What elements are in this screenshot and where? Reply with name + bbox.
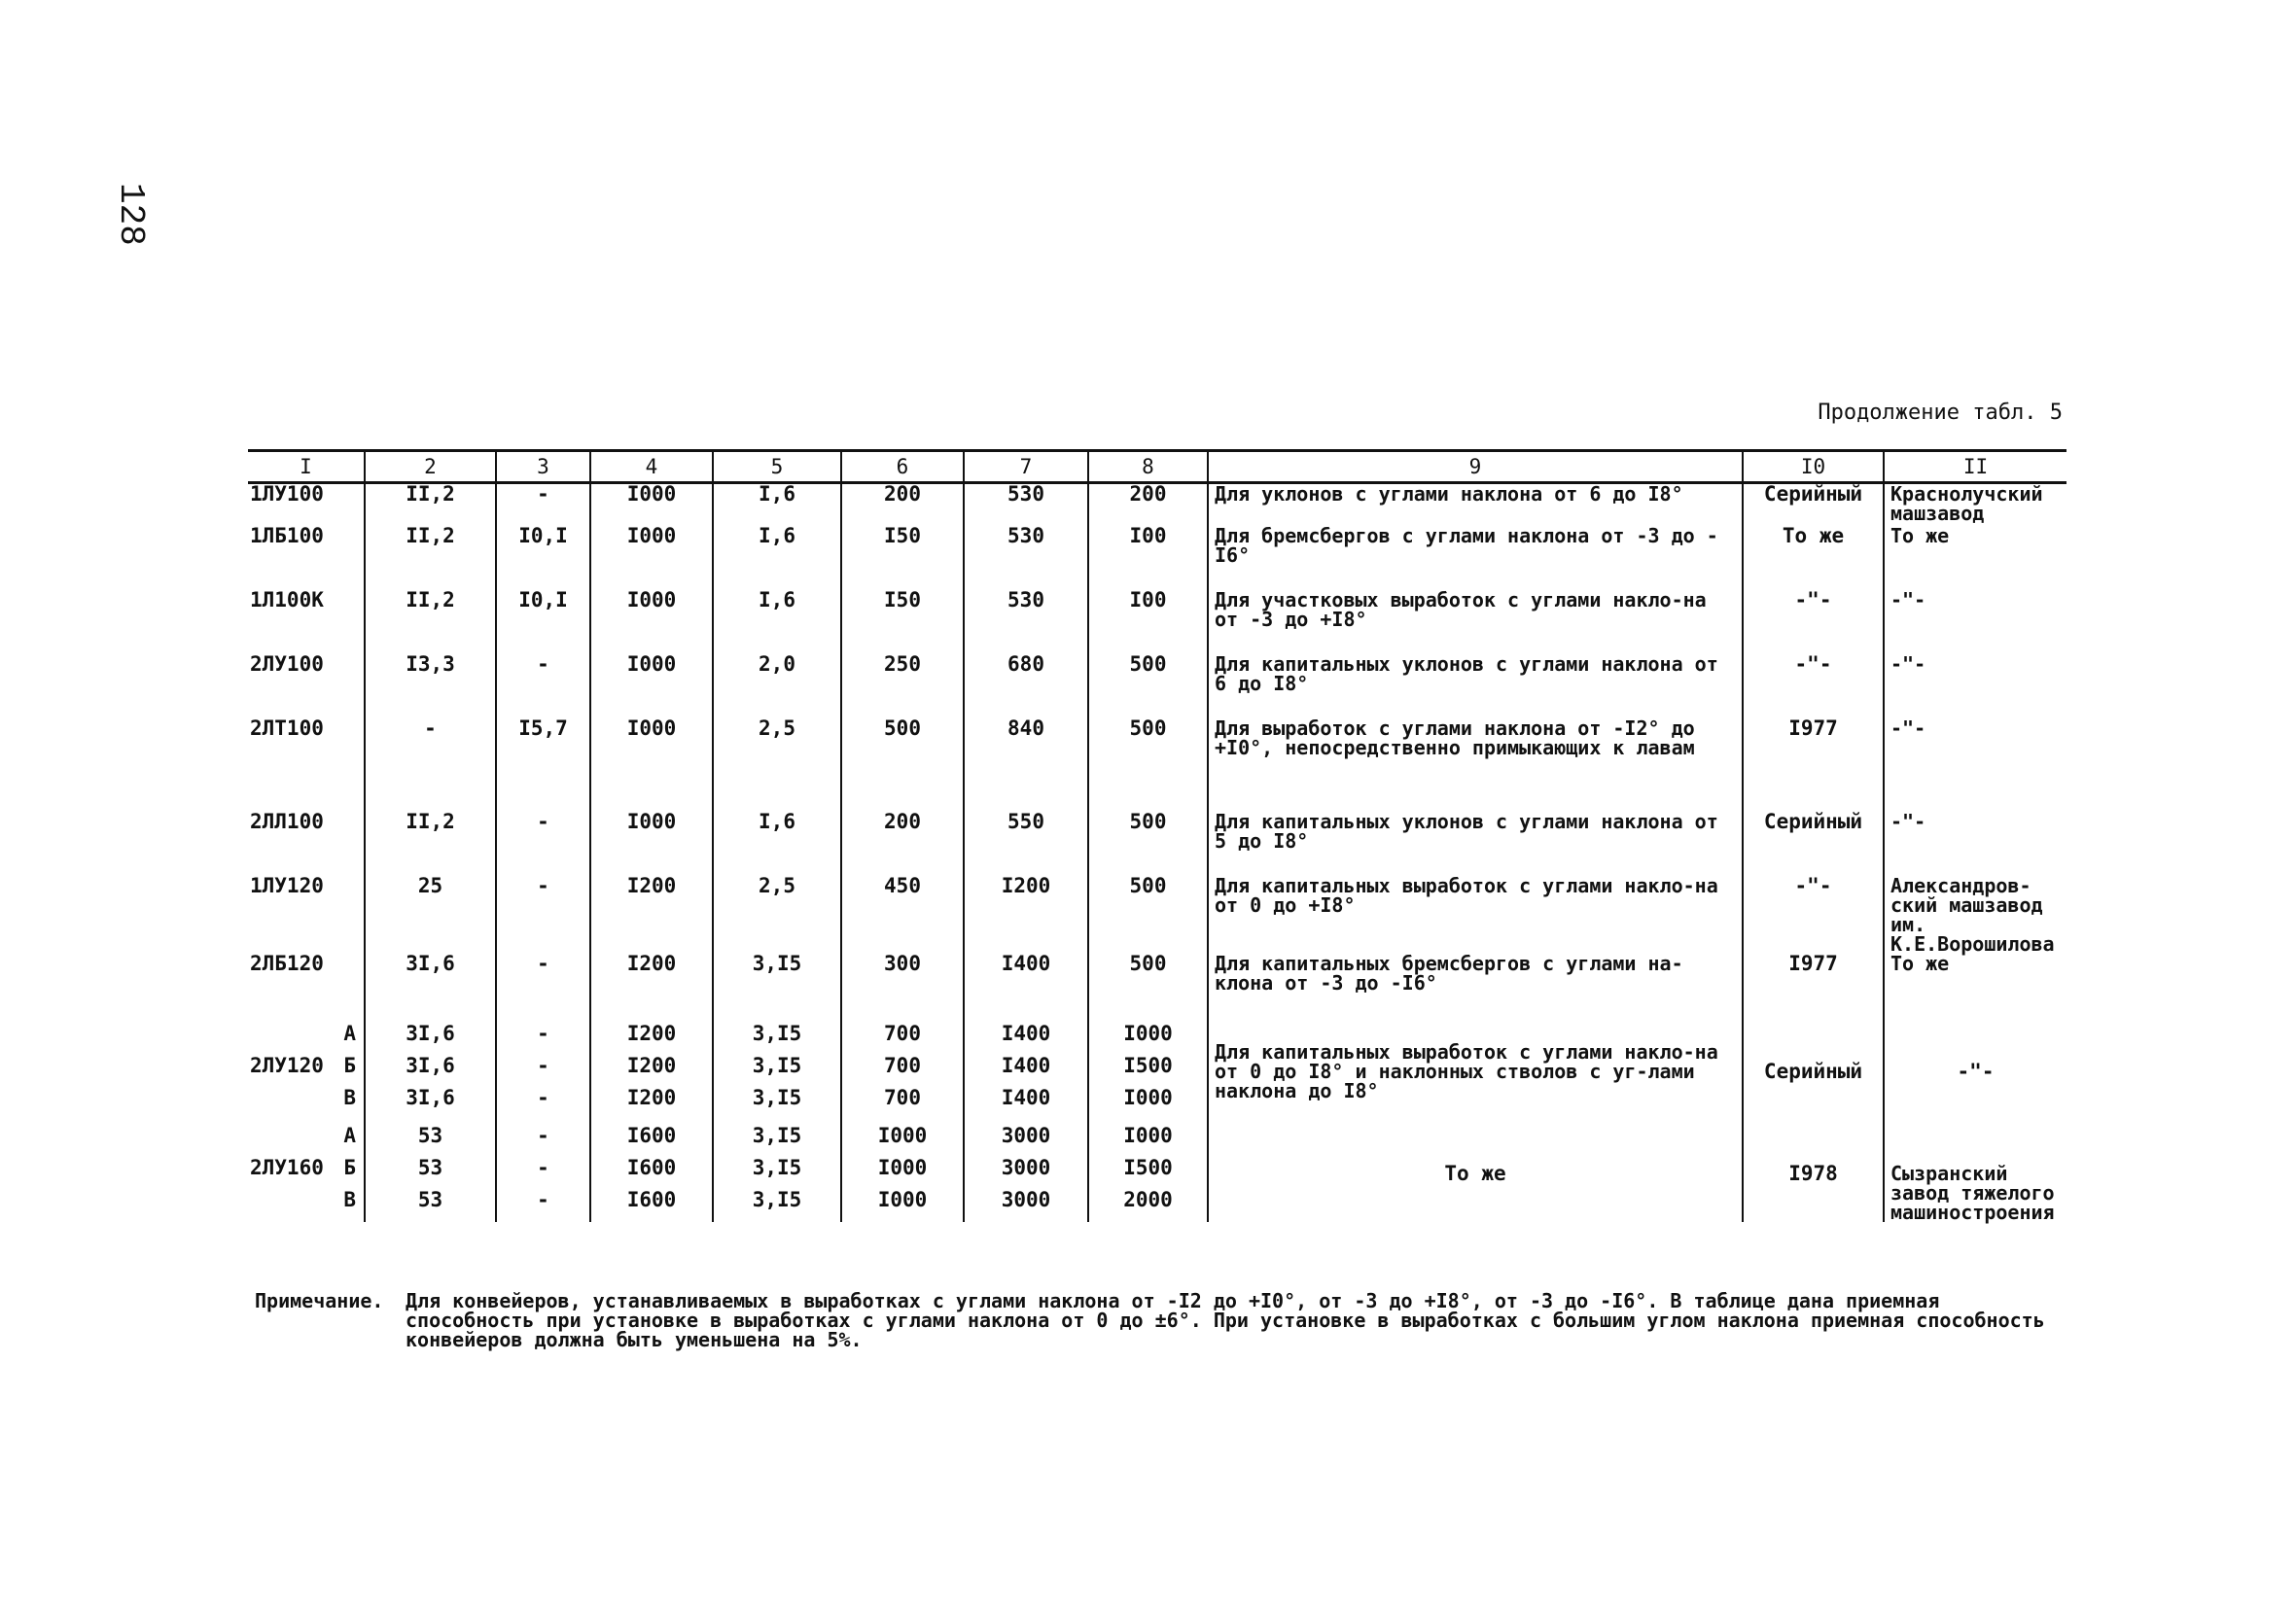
year-cell: -"- <box>1743 876 1884 954</box>
value-cell: 53 <box>365 1158 496 1190</box>
table-row <box>248 654 2066 718</box>
value-cell: - <box>496 1126 590 1158</box>
value-cell: 700 <box>841 1056 964 1088</box>
value-cell: 840 <box>964 718 1088 812</box>
plant-cell: Александров-ский машзавод им. К.Е.Ворошилова <box>1884 876 2066 954</box>
value-cell: II,2 <box>365 590 496 654</box>
value-cell: - <box>365 718 496 812</box>
value-cell: I200 <box>590 954 713 1018</box>
column-header: 8 <box>1088 451 1208 483</box>
value-cell: 500 <box>1088 876 1208 954</box>
model-cell <box>248 1155 365 1190</box>
purpose-cell: Для выработок с углами наклона от -I2° до +I0°, непосредственно примыкающих к лавам <box>1208 718 1743 812</box>
variant-letter: В <box>343 1085 356 1109</box>
value-cell: I600 <box>590 1190 713 1222</box>
value-cell: 3,I5 <box>713 1024 841 1056</box>
value-cell: I000 <box>841 1126 964 1158</box>
value-cell: I000 <box>1088 1088 1208 1120</box>
value-cell: I000 <box>590 590 713 654</box>
variant-letter: В <box>343 1187 356 1211</box>
value-cell: I200 <box>590 1088 713 1120</box>
table-row <box>248 590 2066 654</box>
value-cell: 3000 <box>964 1126 1088 1158</box>
model-cell <box>248 1123 365 1158</box>
table-body <box>248 483 2066 1222</box>
value-cell: 2,5 <box>713 876 841 954</box>
value-cell: I00 <box>1088 590 1208 654</box>
value-cell: I0,I <box>496 590 590 654</box>
value-cell: I000 <box>590 483 713 526</box>
model-cell <box>248 1187 365 1222</box>
value-cell: 530 <box>964 590 1088 654</box>
value-cell: I0,I <box>496 526 590 590</box>
value-cell: 2,5 <box>713 718 841 812</box>
purpose-cell: Для бремсбергов с углами наклона от -3 до -I6° <box>1208 526 1743 590</box>
value-cell: - <box>496 812 590 876</box>
purpose-cell: Для капитальных уклонов с углами наклона от 5 до I8° <box>1208 812 1743 876</box>
value-cell: 3,I5 <box>713 1126 841 1158</box>
purpose-cell: Для участковых выработок с углами накло-на от -3 до +I8° <box>1208 590 1743 654</box>
column-header: 2 <box>365 451 496 483</box>
plant-cell: Краснолучский машзавод <box>1884 483 2066 526</box>
value-cell: 53 <box>365 1190 496 1222</box>
value-cell: I,6 <box>713 812 841 876</box>
column-header: 9 <box>1208 451 1743 483</box>
value-cell: 200 <box>1088 483 1208 526</box>
value-cell: II,2 <box>365 812 496 876</box>
table-row <box>248 812 2066 876</box>
value-cell: 3,I5 <box>713 954 841 1018</box>
variant-letter: А <box>343 1123 356 1147</box>
value-cell: 3I,6 <box>365 1088 496 1120</box>
purpose-cell: Для уклонов с углами наклона от 6 до I8° <box>1208 483 1743 526</box>
value-cell: 500 <box>1088 654 1208 718</box>
value-cell: I000 <box>590 718 713 812</box>
value-cell: 3,I5 <box>713 1190 841 1222</box>
value-cell: 500 <box>1088 954 1208 1018</box>
page-number: 128 <box>111 183 151 246</box>
value-cell: II,2 <box>365 483 496 526</box>
value-cell: 530 <box>964 526 1088 590</box>
column-header: 6 <box>841 451 964 483</box>
plant-cell: -"- <box>1884 654 2066 718</box>
value-cell: - <box>496 654 590 718</box>
value-cell: I200 <box>590 1056 713 1088</box>
model-cell <box>248 1021 365 1056</box>
column-header: 3 <box>496 451 590 483</box>
value-cell: I,6 <box>713 526 841 590</box>
value-cell: 3,I5 <box>713 1158 841 1190</box>
purpose-cell: То же <box>1208 1126 1743 1222</box>
value-cell: 550 <box>964 812 1088 876</box>
model-name: 2ЛУ160 <box>250 1155 324 1179</box>
value-cell: 500 <box>1088 718 1208 812</box>
value-cell: I000 <box>841 1158 964 1190</box>
purpose-cell: Для капитальных уклонов с углами наклона от 6 до I8° <box>1208 654 1743 718</box>
variant-letter: Б <box>343 1053 356 1077</box>
purpose-cell: Для капитальных выработок с углами накло-на от 0 до I8° и наклонных стволов с уг-лами наклона до I8° <box>1208 1024 1743 1120</box>
column-header: II <box>1884 451 2066 483</box>
table-row <box>248 954 2066 1018</box>
year-cell: Серийный <box>1743 1024 1884 1120</box>
value-cell: - <box>496 876 590 954</box>
column-header: 7 <box>964 451 1088 483</box>
value-cell: 2,0 <box>713 654 841 718</box>
purpose-cell: Для капитальных бремсбергов с углами на-клона от -3 до -I6° <box>1208 954 1743 1018</box>
year-cell: I977 <box>1743 718 1884 812</box>
plant-cell: -"- <box>1884 590 2066 654</box>
value-cell: I000 <box>590 654 713 718</box>
model-cell: 1ЛБ100 <box>250 523 324 547</box>
year-cell: -"- <box>1743 590 1884 654</box>
year-cell: I978 <box>1743 1126 1884 1222</box>
variant-letter: А <box>343 1021 356 1045</box>
model-cell: 2ЛУ100 <box>250 651 324 676</box>
model-cell <box>248 1085 365 1120</box>
value-cell: - <box>496 1158 590 1190</box>
year-cell: Серийный <box>1743 483 1884 526</box>
value-cell: 450 <box>841 876 964 954</box>
model-cell: 1ЛУ120 <box>250 873 324 897</box>
purpose-cell: Для капитальных выработок с углами накло-на от 0 до +I8° <box>1208 876 1743 954</box>
value-cell: I400 <box>964 954 1088 1018</box>
value-cell: I000 <box>1088 1126 1208 1158</box>
value-cell: 500 <box>1088 812 1208 876</box>
value-cell: I,6 <box>713 483 841 526</box>
value-cell: 25 <box>365 876 496 954</box>
value-cell: I600 <box>590 1158 713 1190</box>
table-header-row <box>248 451 2066 483</box>
value-cell: I500 <box>1088 1056 1208 1088</box>
value-cell: - <box>496 483 590 526</box>
table-subrow <box>248 1024 2066 1056</box>
value-cell: 200 <box>841 812 964 876</box>
value-cell: I000 <box>1088 1024 1208 1056</box>
model-cell: 1ЛУ100 <box>250 482 324 506</box>
table-subrow <box>248 1126 2066 1158</box>
value-cell: 3I,6 <box>365 1056 496 1088</box>
value-cell: I500 <box>1088 1158 1208 1190</box>
plant-cell: -"- <box>1884 718 2066 812</box>
value-cell: 3,I5 <box>713 1088 841 1120</box>
value-cell: 3000 <box>964 1190 1088 1222</box>
value-cell: I200 <box>590 1024 713 1056</box>
plant-cell: То же <box>1884 954 2066 1018</box>
table-row <box>248 526 2066 590</box>
year-cell: То же <box>1743 526 1884 590</box>
year-cell: Серийный <box>1743 812 1884 876</box>
value-cell: 500 <box>841 718 964 812</box>
year-cell: I977 <box>1743 954 1884 1018</box>
table-row <box>248 718 2066 812</box>
plant-cell: То же <box>1884 526 2066 590</box>
model-cell: 2ЛТ100 <box>250 716 324 740</box>
value-cell: 700 <box>841 1024 964 1056</box>
table-note <box>255 1291 2064 1349</box>
value-cell: 530 <box>964 483 1088 526</box>
value-cell: 2000 <box>1088 1190 1208 1222</box>
value-cell: 680 <box>964 654 1088 718</box>
plant-cell: Сызранский завод тяжелого машиностроения <box>1884 1126 2066 1222</box>
value-cell: I50 <box>841 590 964 654</box>
value-cell: I200 <box>964 876 1088 954</box>
value-cell: I400 <box>964 1024 1088 1056</box>
value-cell: 3I,6 <box>365 954 496 1018</box>
table-continuation-caption: Продолжение табл. 5 <box>1818 401 2063 425</box>
column-header: 4 <box>590 451 713 483</box>
value-cell: 200 <box>841 483 964 526</box>
note-label: Примечание. <box>255 1289 384 1312</box>
table-row <box>248 876 2066 954</box>
plant-cell: -"- <box>1884 812 2066 876</box>
value-cell: I000 <box>841 1190 964 1222</box>
value-cell: I,6 <box>713 590 841 654</box>
value-cell: I3,3 <box>365 654 496 718</box>
value-cell: 3000 <box>964 1158 1088 1190</box>
note-text: Для конвейеров, устанавливаемых в выработках с углами наклона от -I2 до +I0°, от -3 до +I8°, от -3 до -I6°. В таблице дана приемная способность при установке в выработках с углами наклона от 0 до ±6°. При установке в выработках с большим углом наклона приемная способность конвейеров должна быть уменьшена на 5%. <box>406 1289 2045 1351</box>
value-cell: I400 <box>964 1088 1088 1120</box>
model-cell <box>248 1053 365 1088</box>
value-cell: II,2 <box>365 526 496 590</box>
year-cell: -"- <box>1743 654 1884 718</box>
value-cell: I5,7 <box>496 718 590 812</box>
column-header: I <box>248 451 365 483</box>
column-header: 5 <box>713 451 841 483</box>
model-cell: 2ЛЛ100 <box>250 809 324 833</box>
value-cell: 700 <box>841 1088 964 1120</box>
value-cell: I000 <box>590 526 713 590</box>
model-cell: 1Л100К <box>250 587 324 611</box>
value-cell: - <box>496 1088 590 1120</box>
model-name: 2ЛУ120 <box>250 1053 324 1077</box>
value-cell: 53 <box>365 1126 496 1158</box>
column-header: I0 <box>1743 451 1884 483</box>
value-cell: - <box>496 954 590 1018</box>
value-cell: I000 <box>590 812 713 876</box>
variant-letter: Б <box>343 1155 356 1179</box>
value-cell: I50 <box>841 526 964 590</box>
value-cell: I200 <box>590 876 713 954</box>
plant-cell: -"- <box>1884 1024 2066 1120</box>
value-cell: I00 <box>1088 526 1208 590</box>
value-cell: 250 <box>841 654 964 718</box>
conveyor-spec-table <box>248 449 2066 1222</box>
value-cell: I400 <box>964 1056 1088 1088</box>
value-cell: - <box>496 1190 590 1222</box>
value-cell: I600 <box>590 1126 713 1158</box>
value-cell: 3,I5 <box>713 1056 841 1088</box>
value-cell: 300 <box>841 954 964 1018</box>
model-cell: 2ЛБ120 <box>250 951 324 975</box>
value-cell: - <box>496 1024 590 1056</box>
value-cell: 3I,6 <box>365 1024 496 1056</box>
table-row <box>248 483 2066 526</box>
value-cell: - <box>496 1056 590 1088</box>
